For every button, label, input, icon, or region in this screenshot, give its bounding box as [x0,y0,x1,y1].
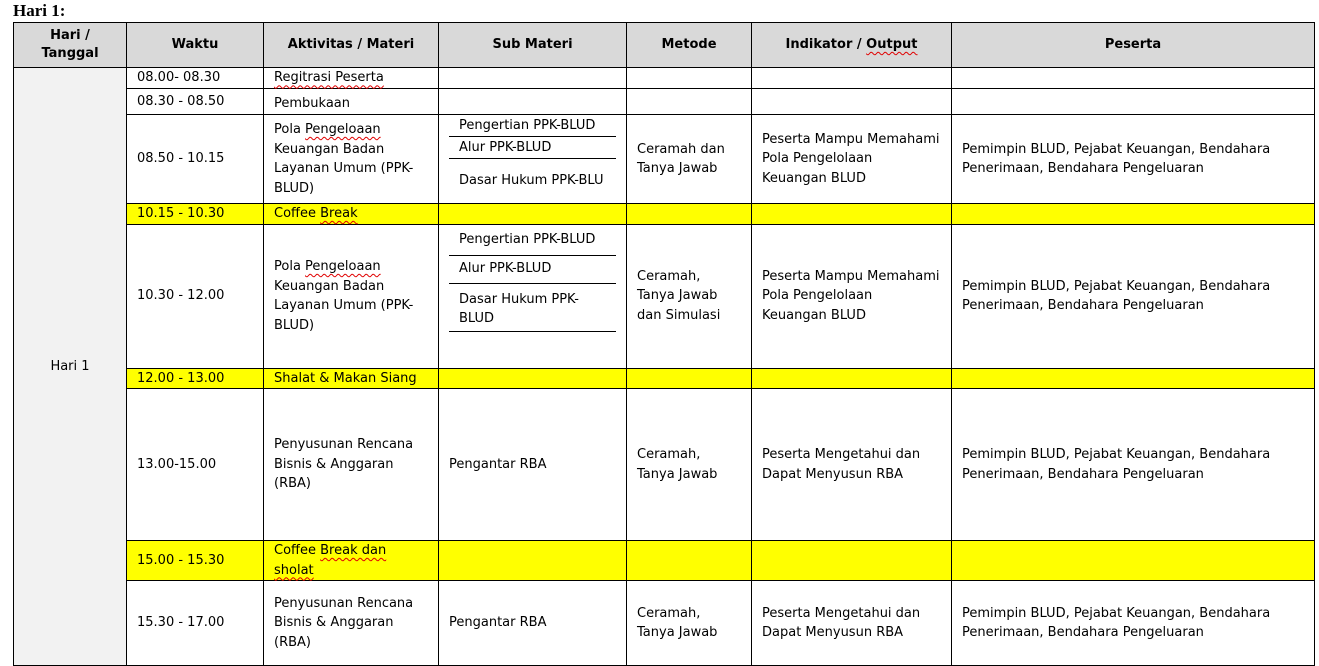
sub-materi-cell [439,224,627,368]
participants-cell [952,368,1315,389]
method-cell: Ceramah dan Tanya Jawab [627,115,752,204]
sub-materi-item [449,332,616,368]
sub-materi-item: Dasar Hukum PPK-BLUD [449,284,616,332]
table-row [14,368,1315,389]
sub-materi-item: Alur PPK-BLUD [449,137,616,159]
sub-materi-cell [439,68,627,89]
indicator-cell: Peserta Mengetahui dan Dapat Menyusun RBA [752,581,952,666]
participants-cell: Pemimpin BLUD, Pejabat Keuangan, Bendahara Penerimaan, Bendahara Pengeluaran [952,581,1315,666]
sub-materi-cell: Pengantar RBA [439,581,627,666]
indicator-cell [752,68,952,89]
sub-materi-cell [439,541,627,581]
indicator-cell: Peserta Mengetahui dan Dapat Menyusun RBA [752,389,952,541]
participants-cell [952,89,1315,115]
indicator-cell [752,368,952,389]
sub-materi-cell [439,89,627,115]
indicator-cell [752,204,952,225]
indicator-cell: Peserta Mampu Memahami Pola Pengelolaan Keuangan BLUD [752,224,952,368]
schedule-table [13,22,1315,666]
sub-materi-item: Alur PPK-BLUD [449,256,616,284]
method-cell [627,68,752,89]
method-cell [627,368,752,389]
header-time: Waktu [127,23,264,68]
time-cell: 15.00 - 15.30 [127,541,264,581]
time-cell: 08.00- 08.30 [127,68,264,89]
method-cell: Ceramah, Tanya Jawab [627,389,752,541]
participants-cell [952,68,1315,89]
table-row [14,204,1315,225]
time-cell: 08.50 - 10.15 [127,115,264,204]
header-method: Metode [627,23,752,68]
activity-cell: Penyusunan Rencana Bisnis & Anggaran (RBA) [264,581,439,666]
table-row [14,581,1315,666]
table-row [14,389,1315,541]
time-cell: 10.15 - 10.30 [127,204,264,225]
indicator-cell [752,89,952,115]
header-participants: Peserta [952,23,1315,68]
sub-materi-cell: Pengantar RBA [439,389,627,541]
time-cell: 10.30 - 12.00 [127,224,264,368]
table-row [14,541,1315,581]
indicator-cell: Peserta Mampu Memahami Pola Pengelolaan Keuangan BLUD [752,115,952,204]
activity-cell: Pola Pengeloaan Keuangan Badan Layanan Umum (PPK-BLUD) [264,224,439,368]
activity-cell: Pembukaan [264,89,439,115]
participants-cell: Pemimpin BLUD, Pejabat Keuangan, Bendahara Penerimaan, Bendahara Pengeluaran [952,115,1315,204]
time-cell: 08.30 - 08.50 [127,89,264,115]
sub-materi-cell [439,204,627,225]
time-cell: 13.00-15.00 [127,389,264,541]
table-row [14,68,1315,89]
participants-cell [952,204,1315,225]
document-title: Hari 1: [13,1,66,20]
activity-cell: Pola Pengeloaan Keuangan Badan Layanan Umum (PPK-BLUD) [264,115,439,204]
sub-materi-item: Dasar Hukum PPK-BLU [459,173,604,189]
header-row [14,23,1315,68]
time-cell: 12.00 - 13.00 [127,368,264,389]
participants-cell [952,541,1315,581]
activity-cell: Coffee Break dan sholat [264,541,439,581]
day-cell: Hari 1 [14,68,127,666]
indicator-cell [752,541,952,581]
header-indicator: Indikator / Output [752,23,952,68]
activity-cell: Penyusunan Rencana Bisnis & Anggaran (RBA) [264,389,439,541]
sub-materi-cell [439,368,627,389]
header-sub-materi: Sub Materi [439,23,627,68]
sub-materi-cell [439,115,627,204]
sub-materi-item: Pengertian PPK-BLUD [449,115,616,137]
method-cell: Ceramah, Tanya Jawab [627,581,752,666]
table-row [14,224,1315,368]
sub-materi-item: Pengertian PPK-BLUD [449,225,616,256]
header-activity: Aktivitas / Materi [264,23,439,68]
activity-cell: Shalat & Makan Siang [264,368,439,389]
method-cell [627,204,752,225]
method-cell [627,89,752,115]
table-row [14,115,1315,204]
time-cell: 15.30 - 17.00 [127,581,264,666]
table-row [14,89,1315,115]
header-day: Hari / Tanggal [14,23,127,68]
participants-cell: Pemimpin BLUD, Pejabat Keuangan, Bendahara Penerimaan, Bendahara Pengeluaran [952,389,1315,541]
method-cell [627,541,752,581]
activity-cell: Regitrasi Peserta [264,68,439,89]
activity-cell: Coffee Break [264,204,439,225]
method-cell: Ceramah, Tanya Jawab dan Simulasi [627,224,752,368]
participants-cell: Pemimpin BLUD, Pejabat Keuangan, Bendahara Penerimaan, Bendahara Pengeluaran [952,224,1315,368]
